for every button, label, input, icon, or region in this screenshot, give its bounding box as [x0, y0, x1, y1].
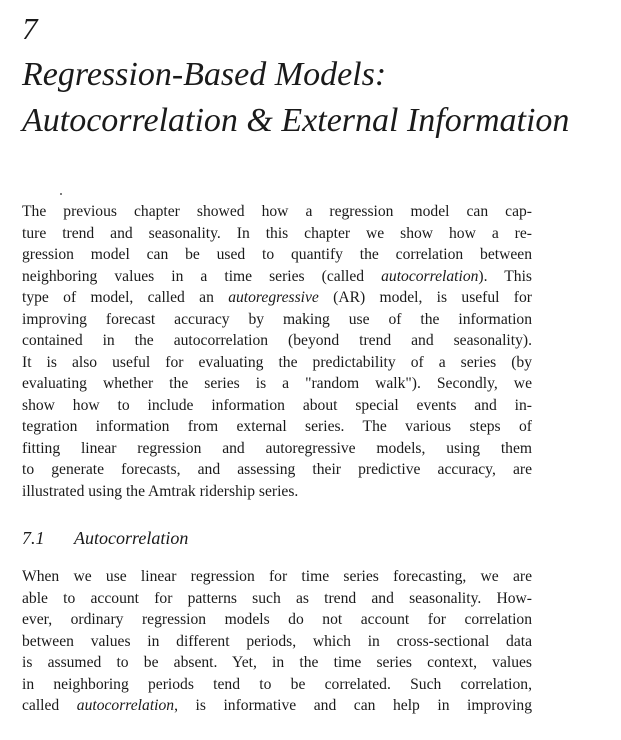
text-run: ture trend and seasonality. In this chapter we show how a re-: [22, 224, 532, 242]
text-line: [22, 481, 532, 503]
text-run: contained in the autocorrelation (beyond trend and seasonality).: [22, 332, 532, 349]
text-line: [22, 695, 532, 717]
text-line: [22, 395, 532, 417]
text-line: [22, 459, 532, 481]
text-run: It is also useful for evaluating the predictability of a series (by: [22, 353, 532, 371]
text-run: When we use linear regression for time series forecasting, we are: [22, 568, 532, 585]
text-line: [22, 266, 532, 288]
text-line: [22, 416, 532, 438]
text-run: fitting linear regression and autoregressive models, using them: [22, 439, 532, 457]
text-line: [22, 631, 532, 653]
text-run: in neighboring periods tend to be correlated. Such correlation,: [22, 675, 532, 693]
chapter-title: [22, 52, 617, 144]
text-line: [22, 674, 532, 696]
text-line: [22, 330, 532, 352]
section-paragraph: [22, 566, 532, 717]
intro-paragraph: [22, 201, 532, 502]
text-run: to generate forecasts, and assessing their predictive accuracy, are: [22, 461, 532, 478]
text-line: [22, 287, 532, 309]
italic-term: autocorrelation: [381, 267, 479, 285]
text-run: type of model, called an: [22, 289, 229, 306]
text-run: The previous chapter showed how a regression model can cap-: [22, 203, 532, 220]
text-run: ever, ordinary regression models do not account for correlation: [22, 611, 532, 628]
text-run: neighboring values in a time series (called: [22, 267, 382, 285]
text-run: improving forecast accuracy by making use of the information: [22, 310, 532, 328]
text-run: tegration information from external series. The various steps of: [22, 418, 532, 435]
chapter-number: 7: [22, 11, 38, 46]
section-heading: [22, 526, 188, 550]
text-run: evaluating whether the series is a "random walk"). Secondly, we: [22, 375, 532, 392]
text-line: [22, 352, 532, 374]
text-line: [22, 373, 532, 395]
text-line: [22, 309, 532, 331]
chapter-title-line-2: Autocorrelation & External Information: [22, 102, 570, 139]
text-run: show how to include information about special events and in-: [22, 396, 532, 414]
italic-term: autoregressive: [228, 289, 319, 306]
text-run: ). This: [478, 267, 532, 285]
text-line: [22, 438, 532, 460]
text-line: [22, 652, 532, 674]
text-run: called: [22, 697, 77, 714]
text-line: [22, 223, 532, 245]
text-run: gression model can be used to quantify the correlation between: [22, 246, 532, 263]
text-line: [22, 588, 532, 610]
italic-term: autocorrelation: [76, 697, 175, 714]
text-run: illustrated using the Amtrak ridership series.: [22, 482, 299, 500]
text-line: [22, 201, 532, 223]
section-title: Autocorrelation: [74, 528, 189, 548]
section-number: 7.1: [22, 528, 45, 548]
text-run: between values in different periods, which in cross-sectional data: [22, 632, 532, 650]
text-run: , is informative and can help in improving: [174, 697, 532, 714]
text-line: [22, 244, 532, 266]
text-run: is assumed to be absent. Yet, in the time series context, values: [22, 654, 532, 671]
text-run: (AR) model, is useful for: [318, 289, 532, 306]
text-line: [22, 609, 532, 631]
text-line: [22, 566, 532, 588]
text-run: able to account for patterns such as trend and seasonality. How-: [22, 589, 532, 607]
chapter-title-line-1: Regression-Based Models:: [22, 56, 387, 93]
stray-mark: [60, 193, 62, 195]
